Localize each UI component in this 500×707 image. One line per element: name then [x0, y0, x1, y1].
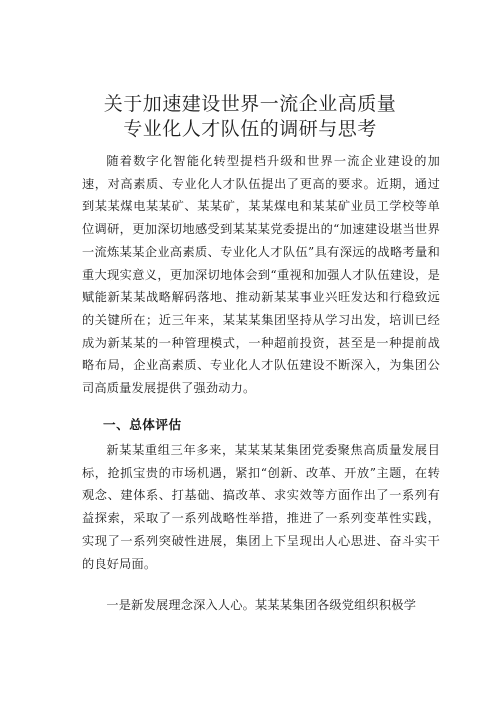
assessment-paragraph: 新某某重组三年多来，某某某某集团党委聚焦高质量发展目标，抢抓宝贵的市场机遇，紧扣“创新、改革、开放”主题，在转观念、建体系、打基础、搞改革、求实效等方面作出了一系列有益探索，采取了一系列战略性举措，推进了一系列变革性实践，实现了一系列突破性进展，集团上下呈现出人心思进、奋斗实干的良好局面。 [82, 443, 440, 571]
document-title-line-1: 关于加速建设世界一流企业高质量 [103, 93, 397, 115]
document-title-line-2: 专业化人才队伍的调研与思考 [123, 118, 377, 140]
section-heading: 一、总体评估 [103, 417, 182, 432]
intro-paragraph: 随着数字化智能化转型提档升级和世界一流企业建设的加速，对高素质、专业化人才队伍提出了更高的要求。近期，通过到某某煤电某某矿、某某矿，某某煤电和某某矿业员工学校等单位调研，更加深切地感受到某某某党委提出的“加速建设堪当世界一流炼某某企业高素质、专业化人才队伍”具有深远的战略考量和重大现实意义，更加深切地体会到“重视和加强人才队伍建设，是赋能新某某战略解码落地、推动新某某事业兴旺发达和行稳致远的关键所在；近三年来，某某某集团坚持从学习出发，培训已经成为新某某的一种管理模式，一种超前投资，甚至是一种提前战略布局，企业高素质、专业化人才队伍建设不断深入，为集团公司高质量发展提供了强劲动力。 [82, 154, 440, 396]
point-one-paragraph: 一是新发展理念深入人心。某某某集团各级党组织积极学 [106, 598, 417, 612]
